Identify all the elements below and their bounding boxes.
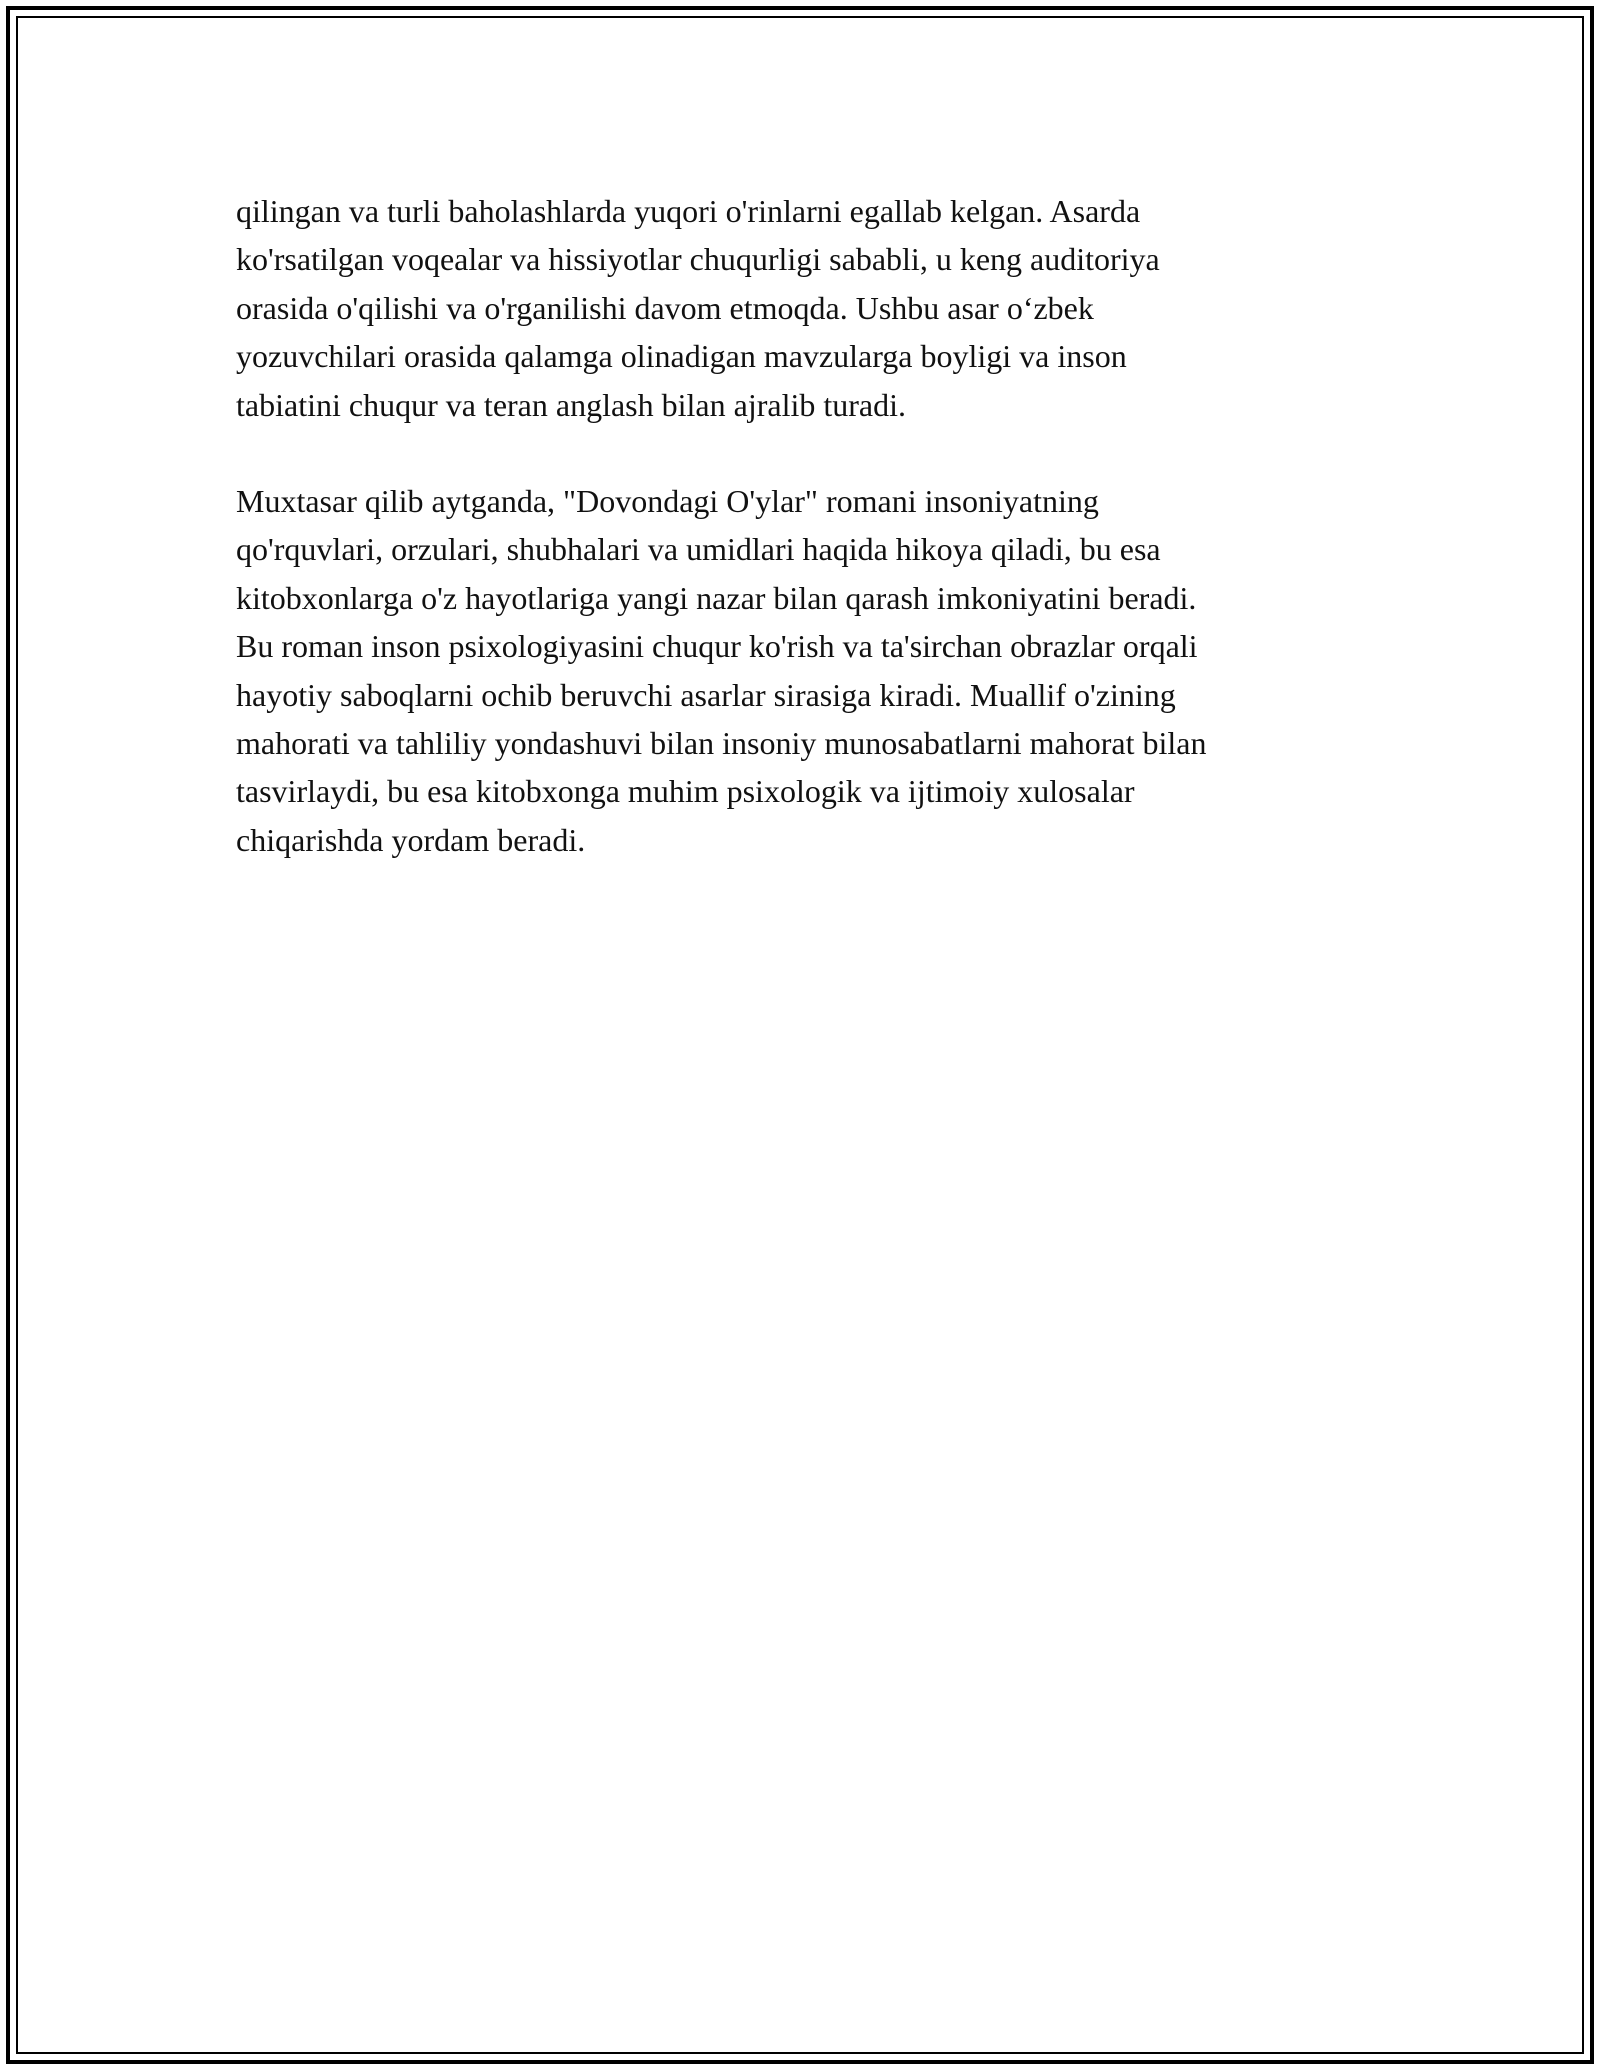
page-body: [236, 187, 1366, 864]
paragraph-1: qilingan va turli baholashlarda yuqori o'rinlarni egallab kelgan. Asarda ko'rsatilgan voqealar va hissiyotlar chuqurligi sababli, u keng auditoriya orasida o'qilishi va o'rganilishi davom etmoqda. Ushbu asar o‘zbek yozuvchilari orasida qalamga olinadigan mavzularga boyligi va inson tabiatini chuqur va teran anglash bilan ajralib turadi.: [236, 193, 1160, 423]
paragraph-2: Muxtasar qilib aytganda, "Dovondagi O'ylar" romani insoniyatning qo'rquvlari, orzulari, shubhalari va umidlari haqida hikoya qiladi, bu esa kitobxonlarga o'z hayotlariga yangi nazar bilan qarash imkoniyatini beradi. Bu roman inson psixologiyasini chuqur ko'rish va ta'sirchan obrazlar orqali hayotiy saboqlarni ochib beruvchi asarlar sirasiga kiradi. Muallif o'zining mahorati va tahliliy yondashuvi bilan insoniy munosabatlarni mahorat bilan tasvirlaydi, bu esa kitobxonga muhim psixologik va ijtimoiy xulosalar chiqarishda yordam beradi.: [236, 483, 1207, 858]
